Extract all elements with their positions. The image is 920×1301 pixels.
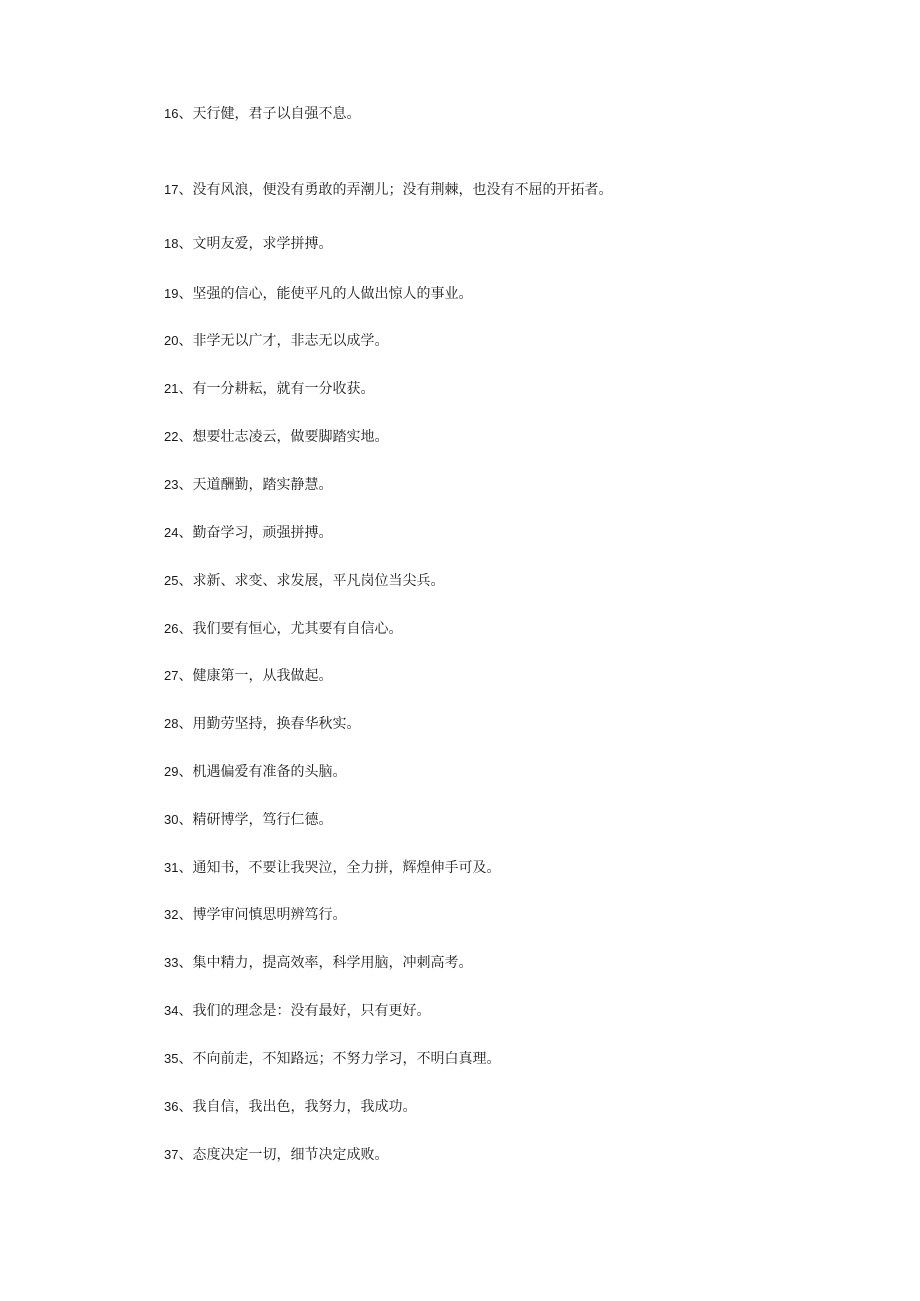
item-number: 18	[164, 236, 179, 251]
list-item	[164, 476, 332, 494]
list-item	[164, 763, 346, 781]
item-text: 、博学审问慎思明辨笃行。	[178, 907, 347, 923]
list-item	[164, 1146, 388, 1164]
list-item	[164, 667, 332, 685]
item-text: 、通知书，不要让我哭泣，全力拼，辉煌伸手可及。	[178, 860, 501, 876]
item-number: 25	[164, 573, 179, 588]
item-text: 、文明友爱，求学拼搏。	[178, 236, 333, 252]
list-item	[164, 332, 388, 350]
item-number: 35	[164, 1051, 179, 1066]
list-item	[164, 572, 444, 590]
item-text: 、集中精力，提高效率，科学用脑，冲刺高考。	[178, 955, 473, 971]
list-item	[164, 285, 472, 303]
item-number: 20	[164, 333, 179, 348]
list-item	[164, 524, 332, 542]
item-text: 、非学无以广才，非志无以成学。	[178, 333, 389, 349]
list-item	[164, 1002, 430, 1020]
item-number: 27	[164, 668, 179, 683]
list-item	[164, 1098, 416, 1116]
item-text: 、我自信，我出色，我努力，我成功。	[178, 1099, 417, 1115]
item-text: 、精研博学，笃行仁德。	[178, 812, 333, 828]
item-text: 、我们要有恒心，尤其要有自信心。	[178, 621, 403, 637]
item-text: 、态度决定一切，细节决定成败。	[178, 1147, 389, 1163]
item-text: 、有一分耕耘，就有一分收获。	[178, 381, 375, 397]
item-number: 31	[164, 860, 179, 875]
item-text: 、机遇偏爱有准备的头脑。	[178, 764, 347, 780]
item-number: 36	[164, 1099, 179, 1114]
item-text: 、天行健，君子以自强不息。	[178, 106, 361, 122]
item-number: 16	[164, 106, 179, 121]
list-item	[164, 954, 472, 972]
list-item	[164, 620, 402, 638]
item-text: 、天道酬勤，踏实静慧。	[178, 477, 333, 493]
list-item	[164, 235, 332, 253]
item-text: 、勤奋学习，顽强拼搏。	[178, 525, 333, 541]
item-number: 24	[164, 525, 179, 540]
list-item	[164, 105, 360, 123]
item-number: 17	[164, 182, 179, 197]
list-item	[164, 715, 360, 733]
list-item	[164, 859, 500, 877]
item-text: 、不向前走，不知路远；不努力学习，不明白真理。	[178, 1051, 501, 1067]
item-text: 、没有风浪，便没有勇敢的弄潮儿；没有荆棘，也没有不屈的开拓者。	[178, 182, 613, 198]
list-item	[164, 811, 332, 829]
list-item	[164, 906, 346, 924]
item-number: 33	[164, 955, 179, 970]
item-number: 19	[164, 286, 179, 301]
item-number: 22	[164, 429, 179, 444]
item-text: 、健康第一，从我做起。	[178, 668, 333, 684]
list-item	[164, 1050, 500, 1068]
item-number: 29	[164, 764, 179, 779]
list-item	[164, 380, 374, 398]
item-number: 34	[164, 1003, 179, 1018]
item-text: 、求新、求变、求发展，平凡岗位当尖兵。	[178, 573, 445, 589]
item-number: 28	[164, 716, 179, 731]
list-item	[164, 181, 612, 199]
item-text: 、我们的理念是：没有最好，只有更好。	[178, 1003, 431, 1019]
item-text: 、想要壮志凌云，做要脚踏实地。	[178, 429, 389, 445]
item-number: 37	[164, 1147, 179, 1162]
item-number: 26	[164, 621, 179, 636]
item-number: 32	[164, 907, 179, 922]
item-text: 、坚强的信心，能使平凡的人做出惊人的事业。	[178, 286, 473, 302]
item-number: 30	[164, 812, 179, 827]
item-text: 、用勤劳坚持，换春华秋实。	[178, 716, 361, 732]
list-item	[164, 428, 388, 446]
item-number: 23	[164, 477, 179, 492]
item-number: 21	[164, 381, 179, 396]
